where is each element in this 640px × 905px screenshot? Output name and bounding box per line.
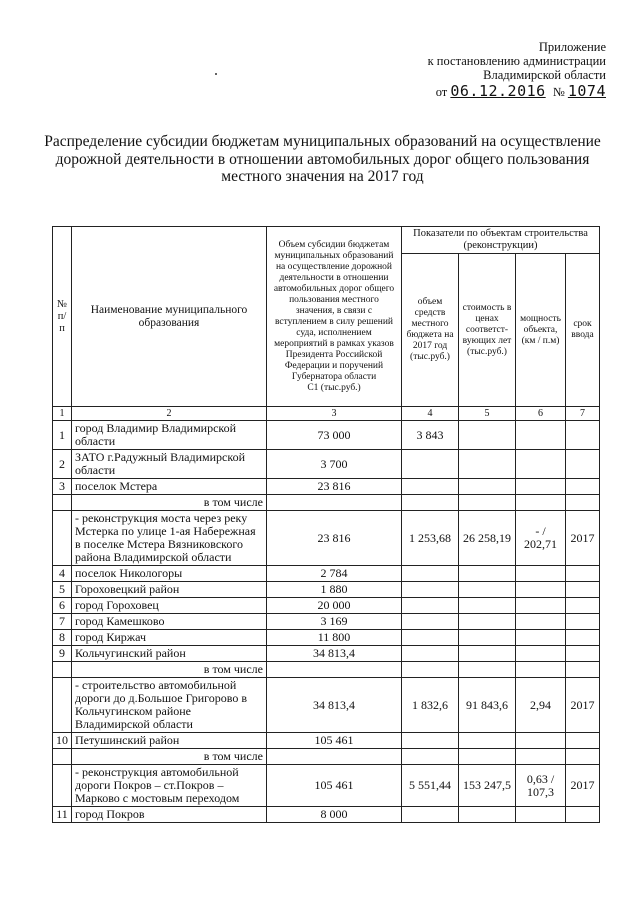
row-number: 4 [53, 566, 72, 582]
row-number: 8 [53, 630, 72, 646]
empty-cell [566, 749, 600, 765]
subgroup-label: в том числе [72, 662, 267, 678]
appendix-block [428, 40, 606, 99]
row-number [53, 765, 72, 807]
row-funds: 3 843 [402, 421, 459, 450]
col-index: 2 [72, 407, 267, 421]
row-subsidy: 73 000 [267, 421, 402, 450]
row-subsidy: 8 000 [267, 807, 402, 823]
column-index-row [53, 407, 600, 421]
row-name: город Гороховец [72, 598, 267, 614]
table-row [53, 630, 600, 646]
row-subsidy: 1 880 [267, 582, 402, 598]
row-cost [459, 807, 516, 823]
row-subsidy: 105 461 [267, 733, 402, 749]
row-name: город Киржач [72, 630, 267, 646]
row-number: 2 [53, 450, 72, 479]
row-cost: 153 247,5 [459, 765, 516, 807]
header-row-1 [53, 227, 600, 254]
row-subsidy: 20 000 [267, 598, 402, 614]
empty-cell [459, 495, 516, 511]
col-index: 7 [566, 407, 600, 421]
row-funds [402, 566, 459, 582]
row-funds: 1 253,68 [402, 511, 459, 566]
row-term: 2017 [566, 678, 600, 733]
empty-cell [402, 662, 459, 678]
header-subsidy-unit: С1 (тыс.руб.) [307, 382, 361, 393]
row-term: 2017 [566, 511, 600, 566]
row-number: 1 [53, 421, 72, 450]
row-funds [402, 479, 459, 495]
subgroup-label: в том числе [72, 749, 267, 765]
row-capacity: - / 202,71 [516, 511, 566, 566]
row-term [566, 646, 600, 662]
row-term: 2017 [566, 765, 600, 807]
col-index: 6 [516, 407, 566, 421]
row-subsidy: 11 800 [267, 630, 402, 646]
row-term [566, 582, 600, 598]
row-subsidy: 23 816 [267, 511, 402, 566]
row-capacity [516, 733, 566, 749]
row-term [566, 566, 600, 582]
header-subsidy [267, 227, 402, 407]
order-line [428, 84, 606, 99]
row-cost [459, 582, 516, 598]
table-row [53, 733, 600, 749]
row-funds [402, 450, 459, 479]
row-name: - реконструкция автомобильной дороги Покров – ст.Покров – Марково с мостовым переходом [72, 765, 267, 807]
row-name: поселок Никологоры [72, 566, 267, 582]
row-term [566, 450, 600, 479]
table-row [53, 807, 600, 823]
header-capacity: мощность объекта, (км / п.м) [516, 254, 566, 407]
empty-cell [267, 662, 402, 678]
row-name: - строительство автомобильной дороги до д.Большое Григорово в Кольчугинском районе Владимирской области [72, 678, 267, 733]
row-funds [402, 598, 459, 614]
number-label: № [552, 85, 565, 99]
table-row [53, 765, 600, 807]
subsidy-table [52, 226, 600, 823]
row-number [53, 678, 72, 733]
row-funds: 1 832,6 [402, 678, 459, 733]
document-title: Распределение субсидии бюджетам муниципальных образований на осуществление дорожной деятельности в отношении автомобильных дорог общего пользования местного значения на 2017 год [44, 133, 601, 185]
row-capacity: 2,94 [516, 678, 566, 733]
empty-cell [459, 749, 516, 765]
row-cost [459, 646, 516, 662]
row-term [566, 733, 600, 749]
row-funds [402, 582, 459, 598]
row-name: - реконструкция моста через реку Мстерка по улице 1-ая Набережная в поселке Мстера Вязниковского района Владимирской области [72, 511, 267, 566]
row-subsidy: 34 813,4 [267, 646, 402, 662]
row-funds [402, 614, 459, 630]
col-index: 4 [402, 407, 459, 421]
row-cost [459, 450, 516, 479]
empty-cell [459, 662, 516, 678]
row-funds [402, 630, 459, 646]
row-capacity [516, 479, 566, 495]
header-funds: объем средств местного бюджета на 2017 год (тыс.руб.) [402, 254, 459, 407]
header-indicators: Показатели по объектам строительства (реконструкции) [402, 227, 600, 254]
row-capacity [516, 566, 566, 582]
appendix-line-2: к постановлению администрации [427, 54, 606, 68]
row-cost [459, 566, 516, 582]
empty-cell [267, 749, 402, 765]
empty-cell [566, 662, 600, 678]
from-label: от [435, 85, 448, 99]
empty-cell [516, 662, 566, 678]
row-number [53, 511, 72, 566]
empty-cell [516, 495, 566, 511]
row-capacity [516, 582, 566, 598]
table-row [53, 614, 600, 630]
row-term [566, 614, 600, 630]
row-cost [459, 421, 516, 450]
row-name: Кольчугинский район [72, 646, 267, 662]
row-subsidy: 2 784 [267, 566, 402, 582]
row-funds [402, 733, 459, 749]
empty-cell [267, 495, 402, 511]
row-term [566, 807, 600, 823]
table-row [53, 749, 600, 765]
row-term [566, 421, 600, 450]
row-term [566, 479, 600, 495]
header-term: срок ввода [566, 254, 600, 407]
row-subsidy: 3 700 [267, 450, 402, 479]
col-index: 5 [459, 407, 516, 421]
row-funds [402, 807, 459, 823]
row-number: 11 [53, 807, 72, 823]
row-term [566, 598, 600, 614]
row-capacity [516, 421, 566, 450]
table-row [53, 495, 600, 511]
row-name: город Покров [72, 807, 267, 823]
header-cost: стоимость в ценах соответст-вующих лет (тыс.руб.) [459, 254, 516, 407]
row-cost [459, 479, 516, 495]
row-number: 9 [53, 646, 72, 662]
row-funds: 5 551,44 [402, 765, 459, 807]
table-row [53, 678, 600, 733]
order-date: 06.12.2016 [450, 82, 546, 100]
subgroup-label: в том числе [72, 495, 267, 511]
table-row [53, 511, 600, 566]
row-name: Гороховецкий район [72, 582, 267, 598]
row-name: Петушинский район [72, 733, 267, 749]
header-name: Наименование муниципального образования [72, 227, 267, 407]
row-number: 7 [53, 614, 72, 630]
row-subsidy: 3 169 [267, 614, 402, 630]
table-row [53, 598, 600, 614]
row-cost [459, 598, 516, 614]
table-row [53, 450, 600, 479]
appendix-line-1: Приложение [538, 40, 606, 54]
row-name: ЗАТО г.Радужный Владимирской области [72, 450, 267, 479]
row-number: 5 [53, 582, 72, 598]
table-row [53, 646, 600, 662]
stray-dot [215, 73, 217, 75]
row-number: 10 [53, 733, 72, 749]
row-capacity [516, 614, 566, 630]
row-number [53, 662, 72, 678]
empty-cell [516, 749, 566, 765]
empty-cell [566, 495, 600, 511]
row-number [53, 495, 72, 511]
row-number: 6 [53, 598, 72, 614]
row-number: 3 [53, 479, 72, 495]
col-index: 3 [267, 407, 402, 421]
row-name: город Владимир Владимирской области [72, 421, 267, 450]
row-capacity: 0,63 / 107,3 [516, 765, 566, 807]
table-row [53, 582, 600, 598]
row-cost: 26 258,19 [459, 511, 516, 566]
row-cost: 91 843,6 [459, 678, 516, 733]
row-capacity [516, 450, 566, 479]
appendix-line-3: Владимирской области [483, 68, 606, 82]
empty-cell [402, 495, 459, 511]
row-subsidy: 23 816 [267, 479, 402, 495]
header-subsidy-text: Объем субсидии бюджетам муниципальных образований на осуществление дорожной деятельности в отношении автомобильных дорог общего пользования местного значения, в связи с вступлением в силу решений суда, исполнением мероприятий в рамках указов Президента Российской Федерации и поручений Губернатора области [273, 239, 395, 382]
empty-cell [402, 749, 459, 765]
order-number: 1074 [567, 82, 606, 100]
table-row [53, 479, 600, 495]
row-capacity [516, 598, 566, 614]
row-subsidy: 105 461 [267, 765, 402, 807]
row-name: поселок Мстера [72, 479, 267, 495]
row-capacity [516, 646, 566, 662]
row-capacity [516, 807, 566, 823]
table-row [53, 566, 600, 582]
row-cost [459, 733, 516, 749]
table-row [53, 421, 600, 450]
header-num: № п/п [53, 227, 72, 407]
row-cost [459, 630, 516, 646]
row-subsidy: 34 813,4 [267, 678, 402, 733]
row-cost [459, 614, 516, 630]
col-index: 1 [53, 407, 72, 421]
row-number [53, 749, 72, 765]
row-name: город Камешково [72, 614, 267, 630]
row-term [566, 630, 600, 646]
table-row [53, 662, 600, 678]
row-funds [402, 646, 459, 662]
row-capacity [516, 630, 566, 646]
